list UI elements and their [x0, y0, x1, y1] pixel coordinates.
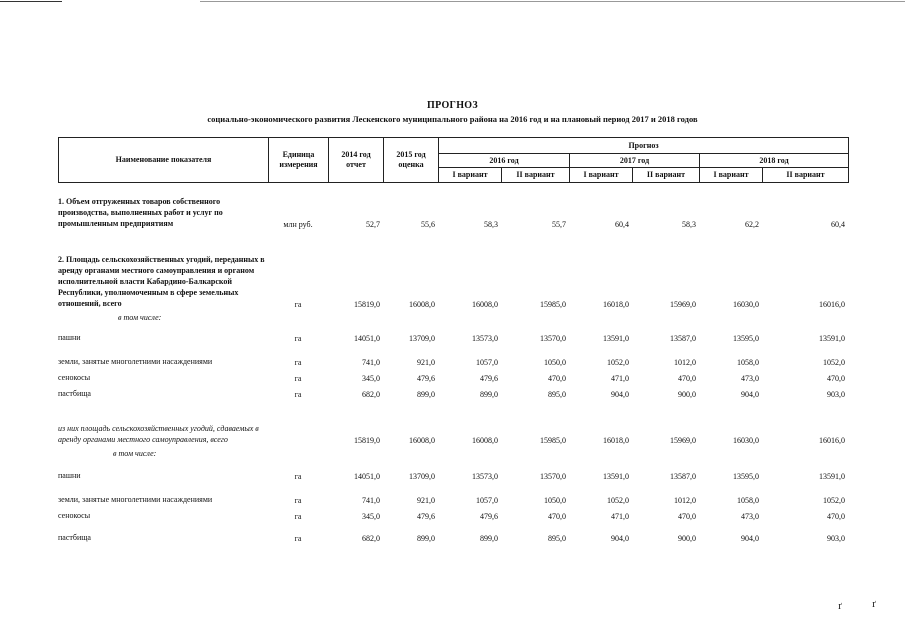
- row-value: 1050,0: [544, 496, 566, 505]
- row-value: 904,0: [741, 390, 759, 399]
- row-value: 471,0: [611, 374, 629, 383]
- row-unit: [268, 399, 328, 445]
- row-value: [328, 445, 383, 459]
- row-value: 904,0: [611, 534, 629, 543]
- row-value: [569, 445, 632, 459]
- row-unit: га: [294, 512, 302, 521]
- row-value: 473,0: [741, 374, 759, 383]
- row-value: 895,0: [548, 390, 566, 399]
- row-value: 52,7: [366, 220, 380, 229]
- row-value: 15969,0: [670, 436, 696, 445]
- variant-1-header: I вариант: [439, 168, 502, 183]
- year-2017-header: 2017 год: [570, 154, 700, 168]
- row-value: 921,0: [417, 496, 435, 505]
- row-value: 1058,0: [737, 358, 759, 367]
- row-value: 13595,0: [733, 334, 759, 343]
- table-row: [58, 481, 848, 505]
- variant-1-header: I вариант: [570, 168, 633, 183]
- row-unit: [268, 309, 328, 323]
- row-value: 741,0: [362, 496, 380, 505]
- row-value: [762, 445, 848, 459]
- row-value: 345,0: [362, 512, 380, 521]
- row-value: 1057,0: [476, 496, 498, 505]
- row-value: 13591,0: [603, 472, 629, 481]
- table-row: [58, 459, 848, 481]
- row-unit: га: [294, 534, 302, 543]
- row-unit: га: [294, 374, 302, 383]
- row-value: 13591,0: [819, 334, 845, 343]
- variant-2-header: II вариант: [633, 168, 700, 183]
- row-value: 58,3: [484, 220, 498, 229]
- row-value: 60,4: [831, 220, 845, 229]
- forecast-header: Прогноз: [439, 138, 849, 154]
- row-value: 1058,0: [737, 496, 759, 505]
- row-value: [632, 309, 699, 323]
- row-value: 899,0: [417, 390, 435, 399]
- row-name: 1. Объем отгруженных товаров собственного производства, выполненных работ и услуг по промышленным предприятиям: [58, 197, 223, 228]
- row-value: 895,0: [548, 534, 566, 543]
- row-unit: млн руб.: [283, 220, 313, 229]
- row-value: 1052,0: [607, 496, 629, 505]
- row-value: 14051,0: [354, 334, 380, 343]
- row-name: сенокосы: [58, 511, 91, 520]
- row-value: 13709,0: [409, 472, 435, 481]
- table-row: [58, 505, 848, 521]
- row-value: [383, 445, 438, 459]
- row-value: [328, 309, 383, 323]
- scan-mark-left: ґ: [838, 600, 842, 612]
- row-value: 1012,0: [674, 358, 696, 367]
- table-row: [58, 343, 848, 367]
- forecast-table-header: [58, 137, 849, 183]
- row-value: 470,0: [827, 374, 845, 383]
- table-row: [58, 383, 848, 399]
- table-row: [58, 229, 848, 309]
- row-unit: [268, 445, 328, 459]
- col-unit-header: Единица измерения: [269, 138, 329, 183]
- row-name: 2. Площадь сельскохозяйственных угодий, переданных в аренду органами местного самоуправления и органом исполнительной власти Кабардино-Балкарской Республики, уполномоченным в сфере земельных отношений, всего: [58, 255, 265, 308]
- row-value: 15819,0: [354, 436, 380, 445]
- row-value: 16008,0: [472, 300, 498, 309]
- row-value: 13570,0: [540, 334, 566, 343]
- row-value: [762, 309, 848, 323]
- row-value: 60,4: [615, 220, 629, 229]
- row-name: пастбища: [58, 533, 91, 542]
- row-value: 471,0: [611, 512, 629, 521]
- row-value: 903,0: [827, 390, 845, 399]
- row-value: 479,6: [480, 374, 498, 383]
- row-value: 16008,0: [409, 300, 435, 309]
- row-value: 16030,0: [733, 436, 759, 445]
- row-value: 16030,0: [733, 300, 759, 309]
- row-value: 741,0: [362, 358, 380, 367]
- row-value: 479,6: [417, 374, 435, 383]
- year-2016-header: 2016 год: [439, 154, 570, 168]
- row-value: 1012,0: [674, 496, 696, 505]
- row-value: 903,0: [827, 534, 845, 543]
- row-value: 904,0: [611, 390, 629, 399]
- table-row: [58, 309, 848, 323]
- row-value: 1050,0: [544, 358, 566, 367]
- row-value: 13591,0: [819, 472, 845, 481]
- row-value: 900,0: [678, 390, 696, 399]
- col-2015-header: 2015 год оценка: [384, 138, 439, 183]
- document-subtitle: социально-экономического развития Лескенского муниципального района на 2016 год и на плановый период 2017 и 2018 годов: [207, 114, 698, 124]
- row-value: 473,0: [741, 512, 759, 521]
- row-value: 13573,0: [472, 334, 498, 343]
- row-value: 15819,0: [354, 300, 380, 309]
- row-value: [569, 309, 632, 323]
- table-row: [58, 323, 848, 343]
- row-value: 58,3: [682, 220, 696, 229]
- row-name: пастбища: [58, 389, 91, 398]
- row-value: [699, 445, 762, 459]
- table-row: [58, 399, 848, 445]
- row-name: в том числе:: [113, 449, 157, 458]
- top-rule-left: [0, 1, 62, 2]
- row-value: [632, 445, 699, 459]
- row-unit: га: [294, 334, 302, 343]
- row-unit: га: [294, 496, 302, 505]
- table-row: [58, 367, 848, 383]
- row-name: в том числе:: [118, 313, 162, 322]
- row-value: 15985,0: [540, 436, 566, 445]
- top-rule-right: [200, 1, 905, 2]
- row-value: [699, 309, 762, 323]
- row-name: из них площадь сельскохозяйственных угодий, сдаваемых в аренду органами местного самоуправления, всего: [58, 424, 259, 444]
- col-name-header: Наименование показателя: [59, 138, 269, 183]
- row-name: земли, занятые многолетними насаждениями: [58, 495, 213, 504]
- row-name: пашни: [58, 333, 81, 342]
- row-value: 470,0: [678, 512, 696, 521]
- row-unit: га: [294, 358, 302, 367]
- row-value: 55,7: [552, 220, 566, 229]
- row-unit: га: [294, 300, 302, 309]
- row-value: 470,0: [548, 374, 566, 383]
- table-row: [58, 521, 848, 543]
- row-value: 899,0: [417, 534, 435, 543]
- row-value: 899,0: [480, 390, 498, 399]
- row-value: [438, 445, 501, 459]
- row-name: пашни: [58, 471, 81, 480]
- row-value: 1052,0: [823, 496, 845, 505]
- year-2018-header: 2018 год: [700, 154, 849, 168]
- row-value: 479,6: [417, 512, 435, 521]
- row-value: 13573,0: [472, 472, 498, 481]
- row-value: 13591,0: [603, 334, 629, 343]
- row-value: 904,0: [741, 534, 759, 543]
- row-value: 345,0: [362, 374, 380, 383]
- row-value: [438, 309, 501, 323]
- row-value: 470,0: [678, 374, 696, 383]
- row-value: 682,0: [362, 390, 380, 399]
- row-value: [501, 445, 569, 459]
- row-value: 1057,0: [476, 358, 498, 367]
- row-value: 62,2: [745, 220, 759, 229]
- row-value: 16018,0: [603, 436, 629, 445]
- variant-2-header: II вариант: [763, 168, 849, 183]
- row-value: [501, 309, 569, 323]
- row-value: 15985,0: [540, 300, 566, 309]
- row-value: 15969,0: [670, 300, 696, 309]
- row-value: 470,0: [548, 512, 566, 521]
- row-value: 13595,0: [733, 472, 759, 481]
- row-value: 682,0: [362, 534, 380, 543]
- row-value: 470,0: [827, 512, 845, 521]
- row-value: 16008,0: [472, 436, 498, 445]
- row-value: 13709,0: [409, 334, 435, 343]
- row-unit: га: [294, 472, 302, 481]
- document-title: ПРОГНОЗ: [427, 100, 478, 111]
- row-value: 899,0: [480, 534, 498, 543]
- row-value: [383, 309, 438, 323]
- row-value: 16016,0: [819, 436, 845, 445]
- table-row: [58, 445, 848, 459]
- row-value: 1052,0: [823, 358, 845, 367]
- row-value: 13587,0: [670, 472, 696, 481]
- row-value: 16016,0: [819, 300, 845, 309]
- forecast-table-body: [58, 187, 848, 543]
- row-value: 479,6: [480, 512, 498, 521]
- row-value: 14051,0: [354, 472, 380, 481]
- scan-mark-right: ґ: [872, 598, 876, 610]
- row-unit: га: [294, 390, 302, 399]
- table-row: [58, 187, 848, 229]
- row-value: 16018,0: [603, 300, 629, 309]
- row-name: сенокосы: [58, 373, 91, 382]
- row-value: 55,6: [421, 220, 435, 229]
- row-value: 13587,0: [670, 334, 696, 343]
- col-2014-header: 2014 год отчет: [329, 138, 384, 183]
- row-value: 16008,0: [409, 436, 435, 445]
- row-value: 13570,0: [540, 472, 566, 481]
- variant-1-header: I вариант: [700, 168, 763, 183]
- row-value: 1052,0: [607, 358, 629, 367]
- row-value: 900,0: [678, 534, 696, 543]
- variant-2-header: II вариант: [502, 168, 570, 183]
- row-name: земли, занятые многолетними насаждениями: [58, 357, 213, 366]
- row-value: 921,0: [417, 358, 435, 367]
